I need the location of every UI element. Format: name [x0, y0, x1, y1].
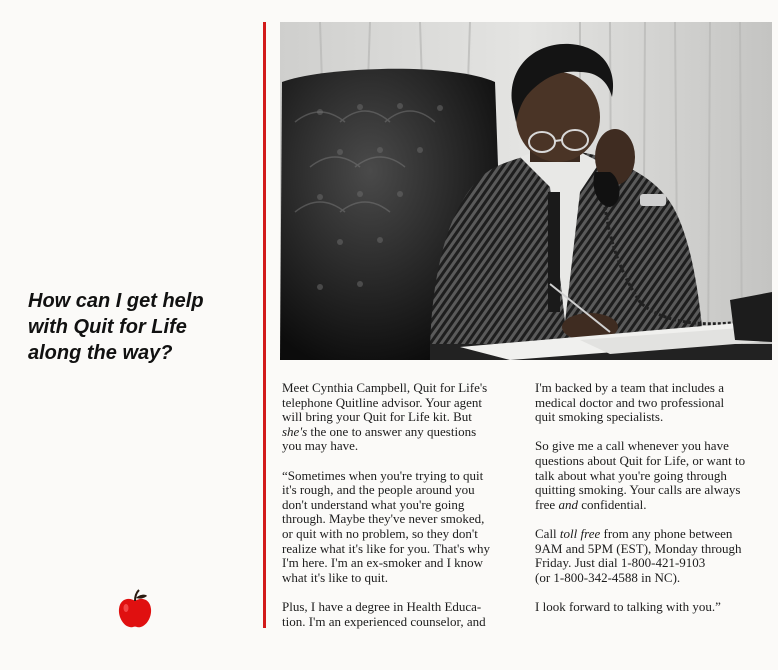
text-line: questions about Quit for Life, or want to — [535, 452, 746, 468]
page-heading — [28, 288, 258, 366]
text-line: (or 1-800-342-4588 in NC). — [535, 569, 681, 585]
text-fragment: free — [535, 496, 559, 512]
apple-icon — [116, 588, 154, 630]
text-line: telephone Quitline advisor. Your agent — [282, 394, 483, 410]
text-line: I'm backed by a team that includes a — [535, 380, 724, 395]
text-line: it's rough, and the people around you — [282, 482, 475, 498]
text-line — [535, 527, 775, 542]
text-fragment: Call — [535, 525, 560, 541]
text-line: medical doctor and two professional — [535, 394, 725, 410]
text-line: “Sometimes when you're trying to quit — [282, 467, 484, 483]
paragraph-phone-hours — [535, 527, 775, 585]
text-line: I'm here. I'm an ex-smoker and I know — [282, 555, 484, 571]
text-fragment: confidential. — [577, 496, 647, 512]
text-line: through. Maybe they've never smoked, — [282, 511, 485, 527]
text-line: quitting smoking. Your calls are always — [535, 482, 741, 498]
emphasis-text: and — [558, 496, 578, 512]
text-line: Friday. Just dial 1-800-421-9103 — [535, 555, 706, 571]
text-line: I look forward to talking with you.” — [535, 598, 721, 614]
text-line — [282, 425, 520, 440]
left-text-column — [282, 381, 520, 644]
paragraph-closing — [535, 600, 775, 615]
text-line: will bring your Quit for Life kit. But — [282, 409, 472, 425]
paragraph-call-invite — [535, 439, 775, 512]
paragraph-quote — [282, 469, 520, 586]
text-line: Meet Cynthia Campbell, Quit for Life's — [282, 380, 488, 395]
text-line — [535, 498, 775, 513]
paragraph-intro — [282, 381, 520, 454]
text-line: talk about what you're going through — [535, 467, 727, 483]
woman-on-phone-photo — [280, 22, 772, 360]
heading-line-2: with Quit for Life — [28, 316, 187, 338]
paragraph-team — [535, 381, 775, 425]
text-line: realize what it's like for you. That's why — [282, 540, 491, 556]
red-divider-rule — [263, 22, 266, 628]
text-fragment: the one to answer any questions — [307, 423, 477, 439]
text-line: quit smoking specialists. — [535, 409, 664, 425]
text-line: tion. I'm an experienced counselor, and — [282, 613, 486, 629]
text-line: Plus, I have a degree in Health Educa- — [282, 598, 482, 614]
text-line: don't understand what you're going — [282, 496, 465, 512]
paragraph-credentials — [282, 600, 520, 629]
heading-line-3: along the way? — [28, 342, 173, 364]
text-line: or quit with no problem, so they don't — [282, 525, 478, 541]
right-text-column — [535, 381, 775, 629]
emphasis-text: toll free — [559, 525, 601, 541]
text-fragment: from any phone between — [600, 525, 733, 541]
text-line: what it's like to quit. — [282, 569, 388, 585]
text-line: So give me a call whenever you have — [535, 438, 729, 454]
emphasis-text: she's — [282, 423, 308, 439]
text-line: you may have. — [282, 438, 359, 454]
text-line: 9AM and 5PM (EST), Monday through — [535, 540, 742, 556]
heading-line-1: How can I get help — [28, 290, 204, 312]
